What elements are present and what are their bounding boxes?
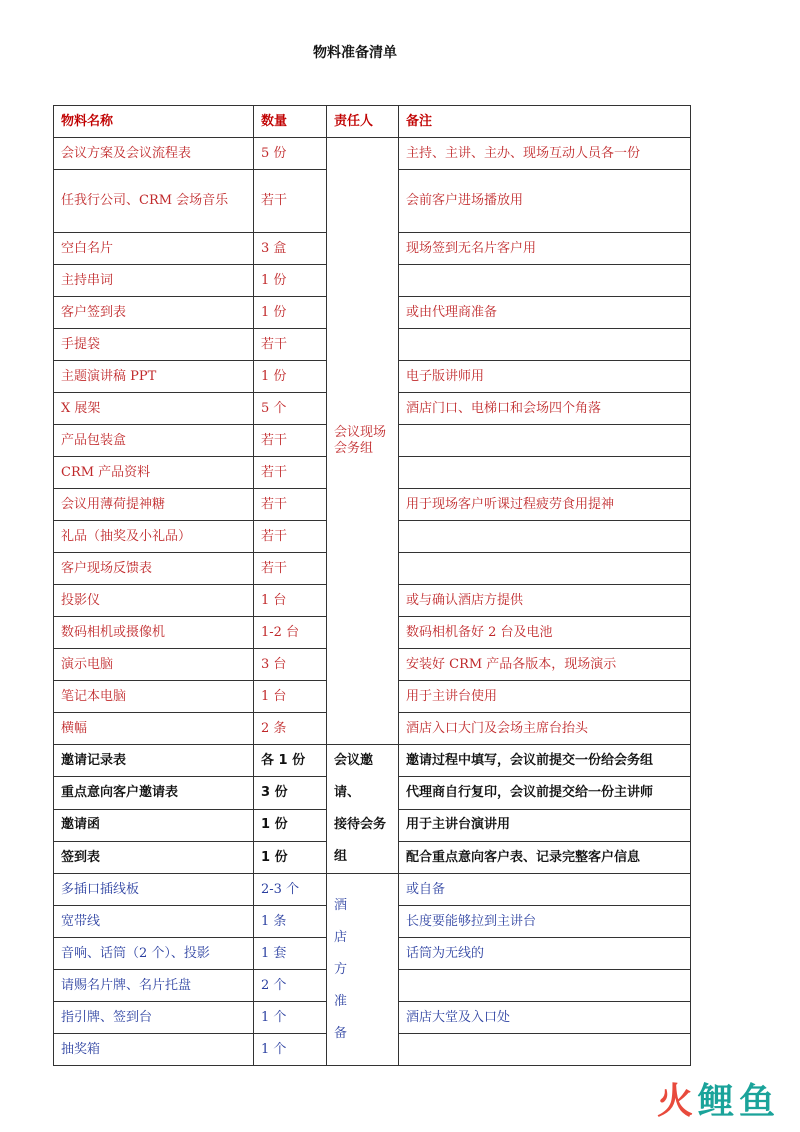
item-note: 长度要能够拉到主讲台 [399, 906, 691, 938]
item-name: 重点意向客户邀请表 [54, 777, 254, 809]
item-qty: 若干 [254, 329, 327, 361]
item-name: 空白名片 [54, 233, 254, 265]
item-note: 酒店大堂及入口处 [399, 1002, 691, 1034]
table-header-row [54, 106, 691, 138]
item-qty: 2-3 个 [254, 874, 327, 906]
header-owner: 责任人 [327, 106, 399, 138]
item-name: 笔记本电脑 [54, 681, 254, 713]
item-note: 数码相机备好 2 台及电池 [399, 617, 691, 649]
item-note [399, 521, 691, 553]
item-name: 投影仪 [54, 585, 254, 617]
item-name: 客户现场反馈表 [54, 553, 254, 585]
item-qty: 1-2 台 [254, 617, 327, 649]
item-qty: 3 份 [254, 777, 327, 809]
item-note: 电子版讲师用 [399, 361, 691, 393]
item-qty: 1 份 [254, 361, 327, 393]
item-name: 数码相机或摄像机 [54, 617, 254, 649]
item-qty: 1 份 [254, 809, 327, 841]
item-qty: 若干 [254, 457, 327, 489]
item-qty: 1 个 [254, 1034, 327, 1066]
item-name: 主持串词 [54, 265, 254, 297]
item-note [399, 970, 691, 1002]
item-qty: 若干 [254, 553, 327, 585]
item-qty: 1 个 [254, 1002, 327, 1034]
owner-group3 [327, 874, 399, 1066]
item-qty: 1 份 [254, 265, 327, 297]
item-note: 或与确认酒店方提供 [399, 585, 691, 617]
owner-label: 会议邀请、 接待会务 组 [334, 753, 387, 864]
materials-table [53, 105, 691, 1066]
item-note [399, 265, 691, 297]
item-name: 多插口插线板 [54, 874, 254, 906]
item-note: 邀请过程中填写，会议前提交一份给会务组 [399, 745, 691, 777]
item-qty: 2 个 [254, 970, 327, 1002]
watermark-char-2: 鲤 [697, 1081, 735, 1122]
owner-group1 [327, 138, 399, 745]
item-name: 产品包装盒 [54, 425, 254, 457]
watermark-char-3: 鱼 [738, 1081, 776, 1122]
item-name: 礼品（抽奖及小礼品） [54, 521, 254, 553]
item-note [399, 425, 691, 457]
item-qty: 1 台 [254, 681, 327, 713]
item-name: 会议方案及会议流程表 [54, 138, 254, 170]
item-qty: 1 套 [254, 938, 327, 970]
item-note [399, 457, 691, 489]
item-qty: 若干 [254, 425, 327, 457]
item-name: 演示电脑 [54, 649, 254, 681]
item-note: 用于现场客户听课过程疲劳食用提神 [399, 489, 691, 521]
item-qty: 各 1 份 [254, 745, 327, 777]
item-name: 请赐名片牌、名片托盘 [54, 970, 254, 1002]
watermark-char-1: 火 [656, 1081, 694, 1122]
header-qty: 数量 [254, 106, 327, 138]
page-title: 物料准备清单 [313, 45, 397, 61]
item-qty: 若干 [254, 521, 327, 553]
item-qty: 5 份 [254, 138, 327, 170]
item-note [399, 553, 691, 585]
item-note: 现场签到无名片客户用 [399, 233, 691, 265]
item-name: 抽奖箱 [54, 1034, 254, 1066]
header-name: 物料名称 [54, 106, 254, 138]
item-name: 音响、话筒（2 个）、投影 [54, 938, 254, 970]
item-note: 安装好 CRM 产品各版本，现场演示 [399, 649, 691, 681]
item-note: 主持、主讲、主办、现场互动人员各一份 [399, 138, 691, 170]
item-name: CRM 产品资料 [54, 457, 254, 489]
item-qty: 3 台 [254, 649, 327, 681]
item-note: 代理商自行复印，会议前提交给一份主讲师 [399, 777, 691, 809]
item-qty: 1 条 [254, 906, 327, 938]
table-row [54, 745, 691, 777]
item-note: 配合重点意向客户表、记录完整客户信息 [399, 841, 691, 873]
owner-group2 [327, 745, 399, 874]
item-qty: 若干 [254, 170, 327, 233]
item-qty: 若干 [254, 489, 327, 521]
item-qty: 5 个 [254, 393, 327, 425]
item-qty: 2 条 [254, 713, 327, 745]
item-name: 主题演讲稿 PPT [54, 361, 254, 393]
item-note: 话筒为无线的 [399, 938, 691, 970]
item-name: 宽带线 [54, 906, 254, 938]
item-note: 会前客户进场播放用 [399, 170, 691, 233]
item-name: 横幅 [54, 713, 254, 745]
item-qty: 3 盒 [254, 233, 327, 265]
watermark-logo [657, 1073, 776, 1124]
item-name: 任我行公司、CRM 会场音乐 [54, 170, 254, 233]
item-note [399, 329, 691, 361]
owner-label: 酒 店 方 准 备 [334, 897, 348, 1041]
owner-label: 会议现场 会务组 [334, 425, 387, 456]
item-note: 酒店入口大门及会场主席台抬头 [399, 713, 691, 745]
item-name: 邀请函 [54, 809, 254, 841]
item-qty: 1 台 [254, 585, 327, 617]
item-qty: 1 份 [254, 841, 327, 873]
item-name: 会议用薄荷提神糖 [54, 489, 254, 521]
table-row [54, 138, 691, 170]
item-note [399, 1034, 691, 1066]
item-note: 酒店门口、电梯口和会场四个角落 [399, 393, 691, 425]
item-name: 邀请记录表 [54, 745, 254, 777]
item-note: 或由代理商准备 [399, 297, 691, 329]
header-note: 备注 [399, 106, 691, 138]
item-note: 用于主讲台使用 [399, 681, 691, 713]
item-name: 指引牌、签到台 [54, 1002, 254, 1034]
item-note: 或自备 [399, 874, 691, 906]
item-name: X 展架 [54, 393, 254, 425]
table-row [54, 874, 691, 906]
item-name: 签到表 [54, 841, 254, 873]
item-name: 手提袋 [54, 329, 254, 361]
item-note: 用于主讲台演讲用 [399, 809, 691, 841]
item-qty: 1 份 [254, 297, 327, 329]
item-name: 客户签到表 [54, 297, 254, 329]
